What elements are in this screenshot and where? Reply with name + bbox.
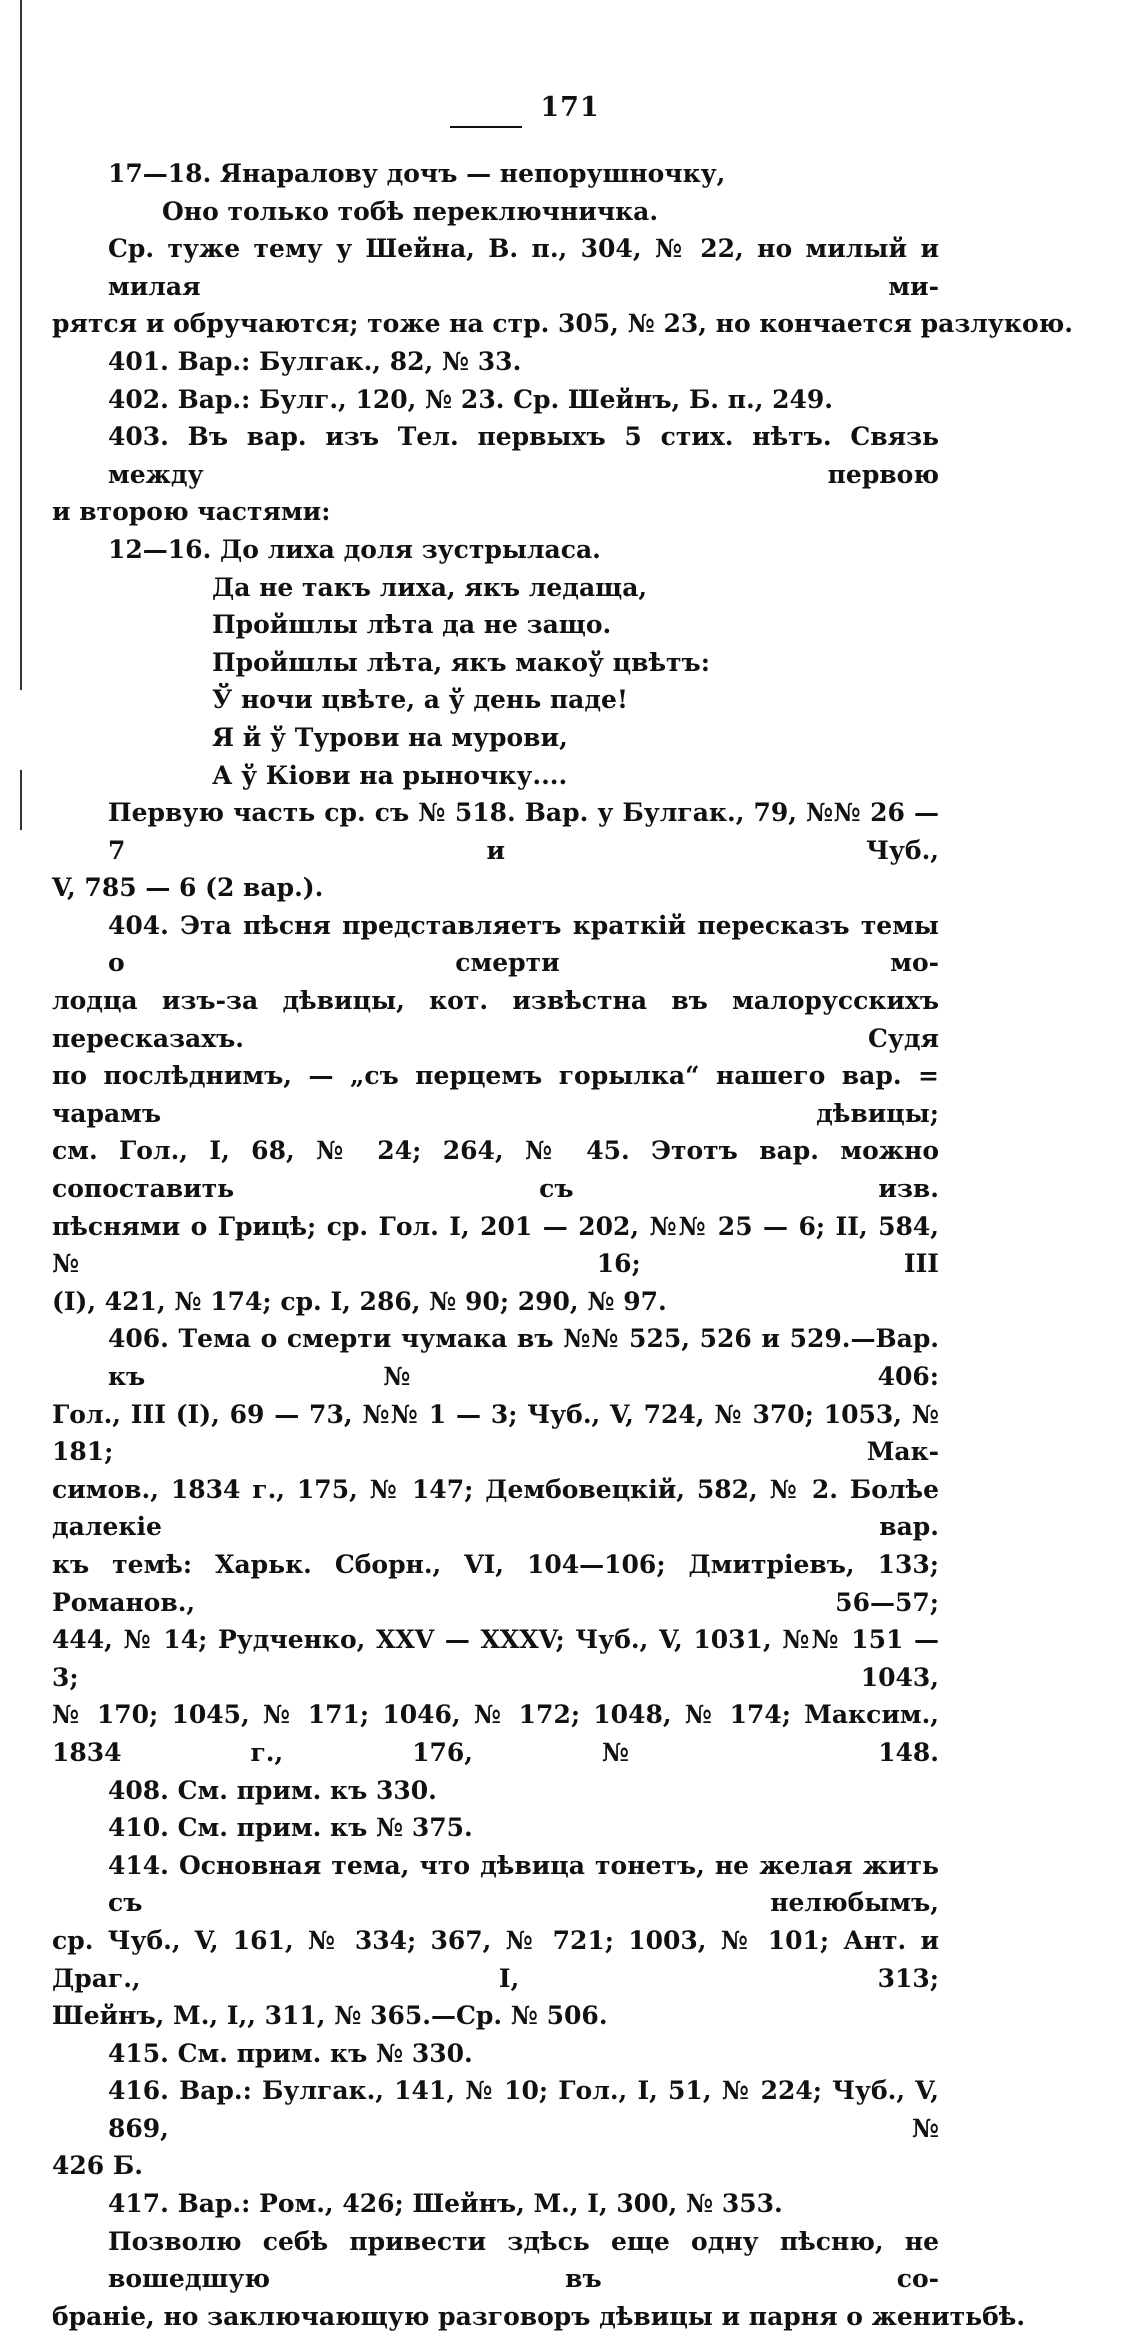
text-line: 444, № 14; Рудченко, XXV — XXXV; Чуб., V, 1031, №№ 151 — 3; 1043, [52,1625,939,1692]
text-line: 403. Въ вар. изъ Тел. первыхъ 5 стих. нѣтъ. Связь между первою [108,422,939,489]
text-line: 406. Тема о смерти чумака въ №№ 525, 526 и 529.—Вар. къ № 406: [108,1324,939,1391]
text-line: V, 785 — 6 (2 вар.). [52,873,324,903]
text-line: 404. Эта пѣсня представляетъ краткій пересказъ темы о смерти мо- [108,910,939,978]
text-line: 401. Вар.: Булгак., 82, № 33. [108,346,522,376]
text-line: Я й ў Турови на мурови, [212,722,568,752]
text-line: симов., 1834 г., 175, № 147; Дембовецкій, 582, № 2. Болѣе далекіе вар. [52,1474,939,1542]
text-line: Ср. туже тему у Шейна, В. п., 304, № 22, но милый и милая ми- [108,234,939,301]
text-line: 416. Вар.: Булгак., 141, № 10; Гол., I, 51, № 224; Чуб., V, 869, № [108,2076,939,2143]
text-line: рятся и обручаются; тоже на стр. 305, № 23, но кончается разлукою. [52,309,1073,339]
text-line: А ў Кіови на рыночку.... [212,760,568,790]
text-line: Пройшлы лѣта да не защо. [212,610,612,640]
text-line: 417. Вар.: Ром., 426; Шейнъ, М., I, 300, № 353. [108,2189,783,2219]
text-line: см. Гол., I, 68, № 24; 264, № 45. Этотъ вар. можно сопоставить съ изв. [52,1136,939,1204]
text-line: 414. Основная тема, что дѣвица тонетъ, не желая жить съ нелюбымъ, [108,1850,939,1918]
text-line: Первую часть ср. съ № 518. Вар. у Булгак., 79, №№ 26 — 7 и Чуб., [108,798,939,865]
text-line: Позволю себѣ привести здѣсь еще одну пѣсню, не вошедшую въ со- [108,2226,939,2294]
text-line: Ў ночи цвѣте, а ў день паде! [212,685,628,715]
text-line: браніе, но заключающую разговоръ дѣвицы и парня о женитьбѣ. [52,2301,1026,2331]
text-line: (I), 421, № 174; ср. I, 286, № 90; 290, № 97. [52,1286,667,1316]
text-line: Да не такъ лиха, якъ ледаща, [212,572,648,602]
text-line: и второю частями: [52,497,331,527]
text-line: ср. Чуб., V, 161, № 334; 367, № 721; 1003, № 101; Ант. и Драг., I, 313; [52,1925,939,1993]
text-line: 402. Вар.: Булг., 120, № 23. Ср. Шейнъ, Б. п., 249. [108,384,834,414]
text-line: Гол., III (I), 69 — 73, №№ 1 — 3; Чуб., V, 724, № 370; 1053, № 181; Мак- [52,1399,939,1467]
text-line: № 170; 1045, № 171; 1046, № 172; 1048, № 174; Максим., 1834 г., 176, № 148. [52,1700,939,1767]
page-number-underline [450,126,522,128]
text-line: 410. См. прим. къ № 375. [108,1813,473,1843]
text-line: 415. См. прим. къ № 330. [108,2038,473,2068]
text-line: Пройшлы лѣта, якъ макоў цвѣтъ: [212,647,710,677]
text-line: 408. См. прим. къ 330. [108,1775,437,1805]
text-line: 12—16. До лиха доля зустрылаcа. [108,534,601,564]
text-line: 426 Б. [52,2151,143,2181]
text-line: лодца изъ-за дѣвицы, кот. извѣстна въ малорусскихъ пересказахъ. Судя [52,986,939,1053]
left-margin-rule-lower [20,770,22,830]
text-line: Шейнъ, М., I,, 311, № 365.—Ср. № 506. [52,2001,608,2031]
text-line: Оно только тобѣ переключничка. [162,196,659,226]
page-number: 171 [540,92,600,123]
text-line: пѣснями о Грицѣ; ср. Гол. I, 201 — 202, №№ 25 — 6; II, 584, № 16; III [52,1211,939,1279]
text-line: по послѣднимъ, — „съ перцемъ горылка“ нашего вар. = чарамъ дѣвицы; [52,1061,939,1128]
text-line: 17—18. Янаралову дочъ — непорушночку, [108,159,726,188]
page-body [52,155,1073,2335]
text-line: къ темѣ: Харьк. Сборн., VI, 104—106; Дмитріевъ, 133; Романов., 56—57; [52,1549,939,1617]
